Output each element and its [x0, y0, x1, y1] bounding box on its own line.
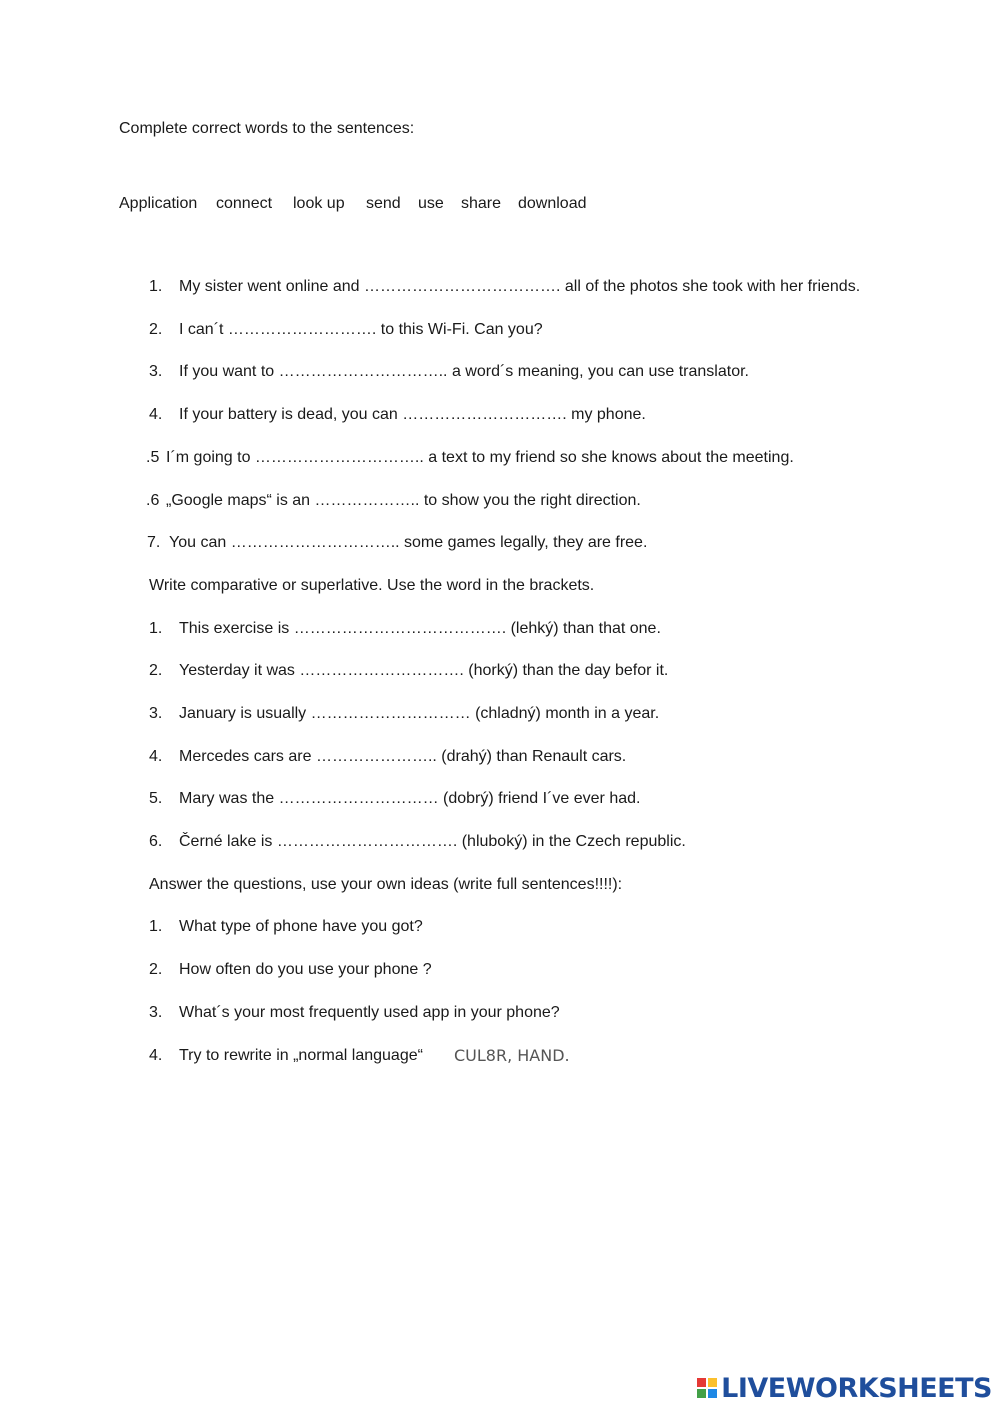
item-number: 3. [149, 1004, 163, 1021]
item-text: My sister went online and ………………………………. all of the photos she took with her friends. [179, 278, 861, 295]
logo-block [708, 1378, 717, 1387]
item-number: 2. [149, 321, 163, 338]
logo-block [697, 1389, 706, 1398]
word-bank-item: use [418, 195, 444, 212]
textspeak-code: CUL8R, HAND. [454, 1046, 570, 1065]
word-bank-item: connect [216, 195, 273, 212]
item-number: 2. [149, 961, 163, 978]
item-text: What type of phone have you got? [179, 918, 423, 935]
item-text: Mercedes cars are ………………….. (drahý) than Renault cars. [179, 748, 627, 765]
section-title: Write comparative or superlative. Use the word in the brackets. [149, 577, 595, 594]
word-bank-item: look up [293, 195, 345, 212]
item-text: You can ………………………….. some games legally, they are free. [169, 534, 648, 551]
item-text: I´m going to ………………………….. a text to my friend so she knows about the meeting. [166, 449, 794, 466]
item-text: Try to rewrite in „normal language“ [179, 1047, 423, 1064]
logo-block [708, 1389, 717, 1398]
word-bank-item: send [366, 195, 401, 212]
item-number: 2. [149, 662, 163, 679]
section-title: Answer the questions, use your own ideas (write full sentences!!!!): [149, 876, 623, 893]
item-number: 3. [149, 363, 163, 380]
item-text: This exercise is …………………………………. (lehký) than that one. [179, 620, 661, 637]
item-text: If your battery is dead, you can …………………………. my phone. [179, 406, 646, 423]
logo-block [697, 1378, 706, 1387]
item-number: 1. [149, 278, 163, 295]
item-number: 7. [147, 534, 161, 551]
item-text: I can´t ………………………. to this Wi-Fi. Can you? [179, 321, 543, 338]
item-text: How often do you use your phone ? [179, 961, 432, 978]
word-bank-item: Application [119, 195, 198, 212]
word-bank-item: share [461, 195, 502, 212]
item-number: 1. [149, 918, 163, 935]
item-text: Mary was the ………………………… (dobrý) friend I´ve ever had. [179, 790, 641, 807]
item-text: January is usually ………………………… (chladný) month in a year. [179, 705, 660, 722]
item-number: 4. [149, 748, 163, 765]
item-text: Černé lake is ……………………………. (hluboký) in the Czech republic. [179, 833, 686, 850]
item-number: .6 [146, 492, 160, 509]
item-text: Yesterday it was …………………………. (horký) than the day befor it. [179, 662, 669, 679]
item-number: 4. [149, 1047, 163, 1064]
item-text: What´s your most frequently used app in your phone? [179, 1004, 560, 1021]
instructions: Complete correct words to the sentences: [119, 120, 415, 137]
item-text: If you want to ………………………….. a word´s meaning, you can use translator. [179, 363, 749, 380]
item-number: .5 [146, 449, 160, 466]
item-number: 1. [149, 620, 163, 637]
item-number: 3. [149, 705, 163, 722]
item-number: 5. [149, 790, 163, 807]
logo-text: LIVEWORKSHEETS [721, 1372, 992, 1404]
word-bank-item: download [518, 195, 587, 212]
item-number: 4. [149, 406, 163, 423]
logo-mark-icon [697, 1378, 717, 1398]
item-text: „Google maps“ is an ……………….. to show you the right direction. [166, 492, 641, 509]
liveworksheets-logo [697, 1373, 992, 1403]
item-number: 6. [149, 833, 163, 850]
